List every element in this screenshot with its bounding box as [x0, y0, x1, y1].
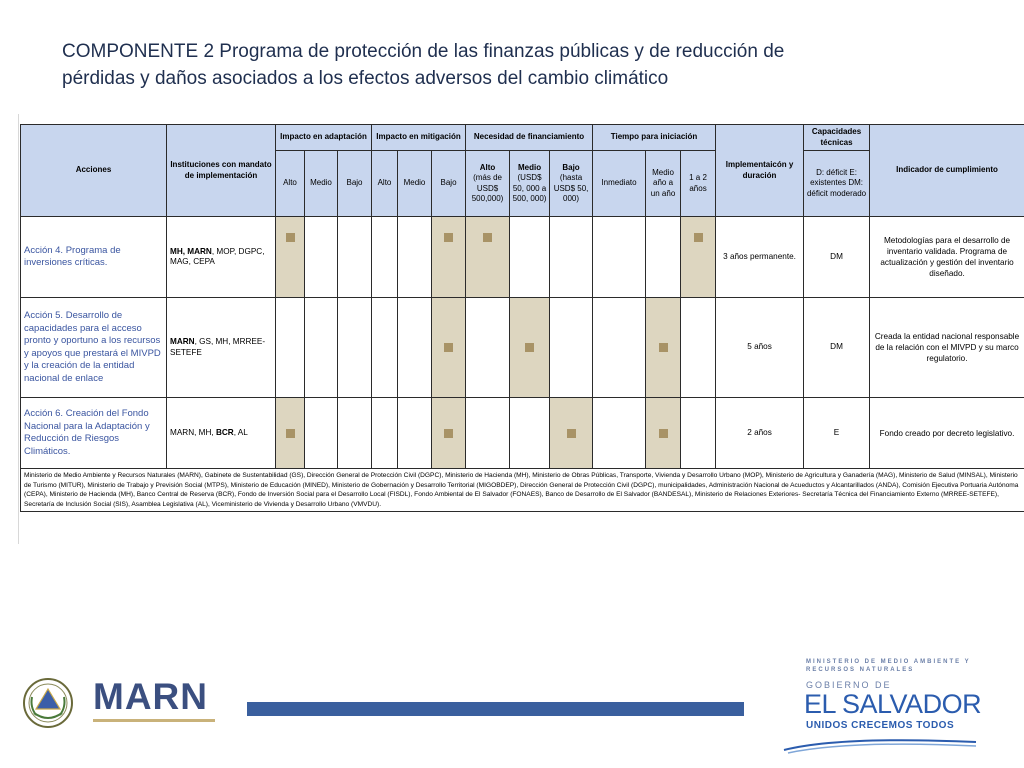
selected-marker: [694, 233, 703, 242]
header-necesidad-financiamiento: Necesidad de financiamiento: [466, 125, 593, 151]
wave-icon: [780, 732, 980, 756]
mark-mitig-bajo: [432, 398, 466, 469]
capacidad-cell: E: [804, 398, 870, 469]
accion-label: Acción 4. Programa de inversiones críticas.: [21, 217, 167, 298]
gobierno-logo: [800, 656, 1000, 756]
mark-fin-bajo: [550, 398, 593, 469]
header-impacto-adaptacion: Impacto en adaptación: [276, 125, 372, 151]
mark-mitig-bajo: [432, 217, 466, 298]
table-row: [21, 217, 1024, 298]
header-indicador: Indicador de cumplimiento: [870, 125, 1024, 217]
header-medio-ano: Medio año a un año: [646, 151, 681, 217]
header-uno-dos-anos: 1 a 2 años: [681, 151, 716, 217]
selected-marker: [659, 429, 668, 438]
coat-of-arms-icon: [22, 673, 74, 733]
selected-marker: [286, 429, 295, 438]
header-instituciones: Instituciones con mandato de implementación: [167, 125, 276, 217]
header-adapt-alto: Alto: [276, 151, 305, 217]
accion-label: Acción 6. Creación del Fondo Nacional para la Adaptación y Reducción de Riesgos Climáticos.: [21, 398, 167, 469]
duracion-cell: 2 años: [716, 398, 804, 469]
gobierno-de-text: GOBIERNO DE: [806, 680, 892, 690]
selected-marker: [444, 429, 453, 438]
mark-fin-medio: [510, 298, 550, 398]
instituciones-cell: MARN, GS, MH, MRREE-SETEFE: [167, 298, 276, 398]
selected-marker: [286, 233, 295, 242]
marn-logo-underline: [93, 719, 215, 722]
mark-medio-ano: [646, 398, 681, 469]
duracion-cell: 5 años: [716, 298, 804, 398]
lema-text: UNIDOS CRECEMOS TODOS: [806, 720, 955, 731]
header-mitig-alto: Alto: [372, 151, 398, 217]
el-salvador-text: EL SALVADOR: [804, 689, 982, 719]
header-acciones: Acciones: [21, 125, 167, 217]
header-fin-bajo: Bajo (hasta USD$ 50, 000): [550, 151, 593, 217]
instituciones-cell: MARN, MH, BCR, AL: [167, 398, 276, 469]
title-line-2: pérdidas y daños asociados a los efectos adversos del cambio climático: [62, 68, 669, 89]
mark-uno-dos: [681, 217, 716, 298]
marn-logo-text: MARN: [93, 676, 208, 717]
mark-medio-ano: [646, 298, 681, 398]
header-fin-alto: Alto (más de USD$ 500,000): [466, 151, 510, 217]
mark-fin-alto: [466, 217, 510, 298]
instituciones-cell: MH, MARN, MOP, DGPC, MAG, CEPA: [167, 217, 276, 298]
mark-adapt-alto: [276, 217, 305, 298]
selected-marker: [444, 343, 453, 352]
table-row: [21, 398, 1024, 469]
header-inmediato: Inmediato: [593, 151, 646, 217]
header-impacto-mitigacion: Impacto en mitigación: [372, 125, 466, 151]
accion-label: Acción 5. Desarrollo de capacidades para el acceso pronto y oportuno a los recursos y apoyos que prestará el MIVPD y la creación de la entidad nacional de enlace: [21, 298, 167, 398]
duracion-cell: 3 años permanente.: [716, 217, 804, 298]
component-table: [20, 124, 1024, 512]
capacidad-cell: DM: [804, 298, 870, 398]
indicador-cell: Fondo creado por decreto legislativo.: [870, 398, 1024, 469]
title-line-1: COMPONENTE 2 Programa de protección de las finanzas públicas y de reducción de: [62, 41, 785, 62]
header-tiempo-iniciacion: Tiempo para iniciación: [593, 125, 716, 151]
selected-marker: [567, 429, 576, 438]
header-adapt-medio: Medio: [305, 151, 338, 217]
ministerio-text: MINISTERIO DE MEDIO AMBIENTE Y RECURSOS NATURALES: [806, 659, 971, 673]
mark-adapt-alto: [276, 398, 305, 469]
header-mitig-bajo: Bajo: [432, 151, 466, 217]
component-table-container: [18, 114, 1024, 544]
selected-marker: [444, 233, 453, 242]
header-fin-medio: Medio (USD$ 50, 000 a 500, 000): [510, 151, 550, 217]
header-capacidades: Capacidades técnicas: [804, 125, 870, 151]
footer-divider-bar: [247, 702, 744, 716]
indicador-cell: Metodologías para el desarrollo de inventario validada. Programa de actualización y gestión del inventario diseñado.: [870, 217, 1024, 298]
indicador-cell: Creada la entidad nacional responsable de la relación con el MIVPD y su marco regulatorio.: [870, 298, 1024, 398]
header-implementacion: Implementaicón y duración: [716, 125, 804, 217]
header-capacidades-detail: D: déficit E: existentes DM: déficit moderado: [804, 151, 870, 217]
slide-title: [62, 38, 982, 92]
capacidad-cell: DM: [804, 217, 870, 298]
selected-marker: [483, 233, 492, 242]
selected-marker: [525, 343, 534, 352]
selected-marker: [659, 343, 668, 352]
footnote-row: [21, 469, 1024, 512]
mark-mitig-bajo: [432, 298, 466, 398]
footnote-text: Ministerio de Medio Ambiente y Recursos Naturales (MARN), Gabinete de Sustentabilidad (GS), Dirección General de Protección Civil (DGPC), Ministerio de Hacienda (MH), Ministerio de Obras Públicas, Transporte, Vivienda y Desarrollo Urbano (MOP), Ministerio de Agricultura y Ganadería (MAG), Ministerio de Salud (MINSAL), Ministerio de Turismo (MITUR), Ministerio de Trabajo y Previsión Social (MTPS), Ministerio de Educación (MINED), Ministerio de Gobernación y Desarrollo Territorial (MIGOBDEP), Dirección General de Protección Civil (DGPC), municipalidades, Administración Nacional de Acueductos y Alcantarillados (ANDA), Comisión Ejecutiva Portuaria Autónoma (CEPA), Ministerio de Hacienda (MH), Banco Central de Reserva (BCR), Fondo de Inversión Social para el Desarrollo Local (FISDL), Fondo Ambiental de El Salvador (FONAES), Banco de Desarrollo de El Salvador (BANDESAL), Ministerio de Relaciones Exteriores- Secretaría Técnica del Financiamiento Externo (MRREE-SETEFE), Secretaría de Inclusión Social (SIS), Asamblea Legislativa (AL), Viceministerio de Vivienda y Desarrollo Urbano (VMVDU).: [21, 469, 1024, 512]
table-row: [21, 298, 1024, 398]
header-adapt-bajo: Bajo: [338, 151, 372, 217]
header-mitig-medio: Medio: [398, 151, 432, 217]
